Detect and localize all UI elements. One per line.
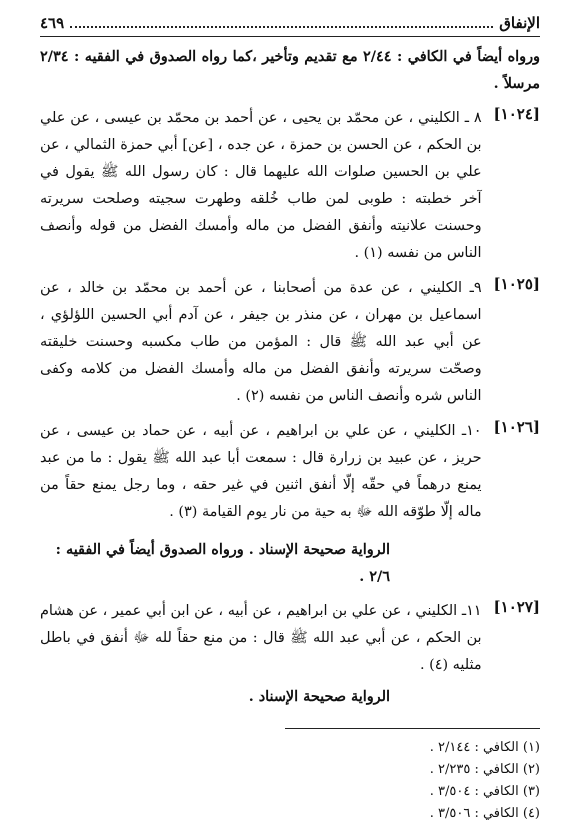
hadith-entry [40,105,540,267]
footnote: (٢) الكافي : ٢/٢٣٥ . [429,762,540,777]
hadith-entry [40,418,540,526]
hadith-text: ١١ـ الكليني ، عن علي بن ابراهيم ، عن أبيه ، عن ابن أبي عمير ، عن هشام بن الحكم ، عن أبي عبد الله ﷺ قال : من منع حقاً لله ﷻ أنفق في باطل مثليه (٤) . [40,603,482,673]
footnote: (٣) الكافي : ٣/٥٠٤ . [429,784,540,799]
authenticity-note: الرواية صحيحة الإسناد . [248,688,390,705]
hadith-number: [١٠٢٦] [493,418,540,436]
hadith-text: ٨ ـ الكليني ، عن محمّد بن يحيى ، عن أحمد بن محمّد بن عيسى ، عن علي بن الحكم ، عن الحسن بن حمزة ، عن جده ، [عن] أبي حمزة الثمالي ، عن علي بن الحسين صلوات الله عليهما قال : كان رسول الله ﷺ يقول في آخر خطبته : طوبى لمن طاب خُلقه وطهرت سجيته وصلحت سريرته وحسنت علانيته وأنفق الفضل من ماله وأمسك الفضل من قوله وأنصف الناس من نفسه (١) . [40,110,482,261]
hadith-entry [40,598,540,679]
running-header [40,14,540,32]
header-leader-dots [70,25,493,28]
hadith-text: ١٠ـ الكليني ، عن علي بن ابراهيم ، عن أبيه ، عن حماد بن عيسى ، عن حريز ، عن عبيد بن زرارة قال : سمعت أبا عبد الله ﷺ يقول : ما من عبد يمنع درهماً في حقّه إلّا أنفق اثنين في غير حقه ، وما رجل يمنع حقاً من ماله إلّا طوّقه الله ﷻ به حية من نار يوم القيامة (٣) . [40,423,482,520]
header-title: الإنفاق [499,14,540,32]
footnote: (٤) الكافي : ٣/٥٠٦ . [429,806,540,821]
hadith-number: [١٠٢٧] [493,598,540,616]
page-number: ٤٦٩ [40,14,65,32]
authenticity-note: الرواية صحيحة الإسناد . ورواه الصدوق أيضاً في الفقيه : ٢/٦ . [55,541,390,585]
hadith-number: [١٠٢٤] [493,105,540,123]
footnotes [40,737,540,825]
intro-paragraph: ورواه أيضاً في الكافي : ٢/٤٤ مع تقديم وتأخير ،كما رواه الصدوق في الفقيه : ٢/٣٤ مرسلاً . [40,48,540,92]
hadith-entry [40,275,540,410]
hadith-number: [١٠٢٥] [493,275,540,293]
hadith-text: ٩ـ الكليني ، عن عدة من أصحابنا ، عن أحمد بن محمّد بن خالد ، عن اسماعيل بن مهران ، عن منذر بن جيفر ، عن آدم أبي الحسين اللؤلؤي ، عن أبي عبد الله ﷺ قال : المؤمن من طاب مكسبه وحسنت خليقته وصحّت سريرته وأنفق الفضل من ماله وأمسك الفضل من كلامه وكفى الناس شره وأنصف الناس من نفسه (٢) . [40,280,482,404]
footnote-rule [285,728,540,729]
footnote: (١) الكافي : ٢/١٤٤ . [429,740,540,755]
header-rule [40,36,540,37]
